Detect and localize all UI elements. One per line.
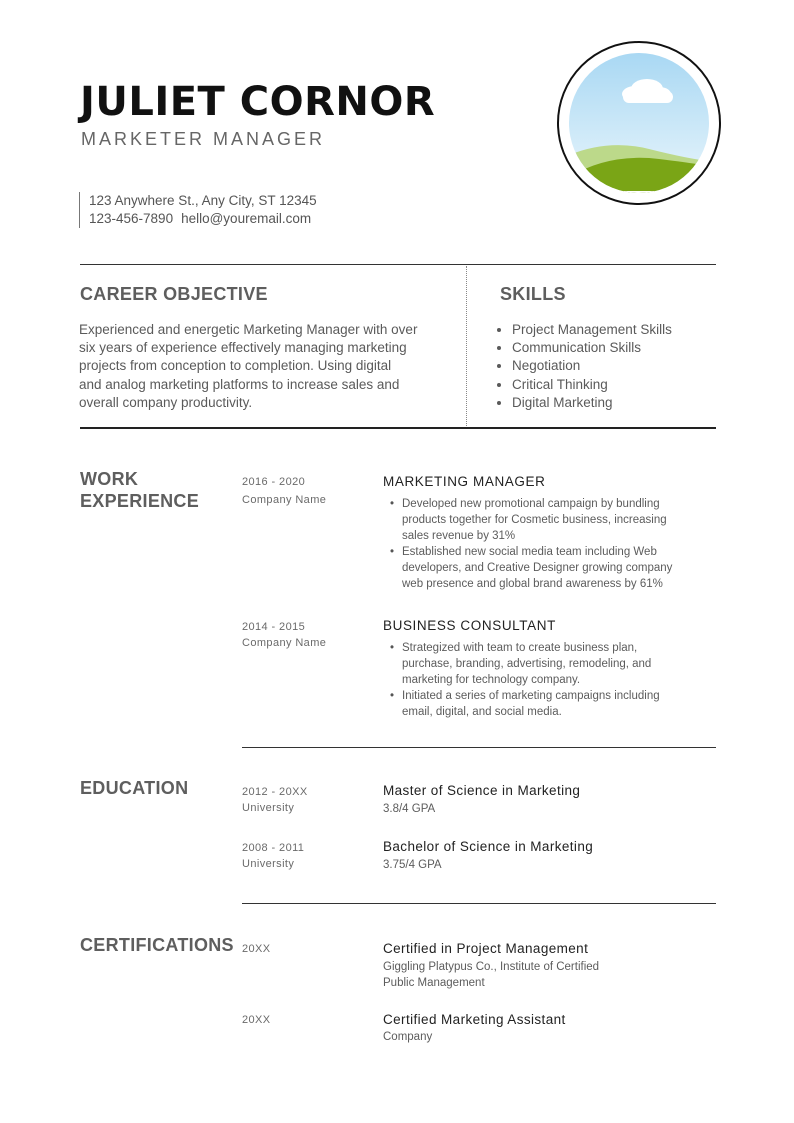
job-bullets	[383, 496, 693, 592]
column-divider	[466, 266, 467, 428]
job-bullet	[393, 544, 693, 592]
job-bullet	[393, 496, 693, 544]
skill-item: • Critical Thinking	[512, 376, 672, 394]
education-gpa: 3.8/4 GPA	[383, 803, 436, 815]
skills-list	[496, 321, 672, 412]
certification-year: 20XX	[242, 1014, 271, 1026]
objective-line: projects from conception to completion. Using digital	[79, 358, 392, 374]
contact-block	[79, 192, 317, 228]
job-title: MARKETING MANAGER	[383, 474, 546, 489]
education-dates: 2012 - 20XX	[242, 786, 308, 798]
address: 123 Anywhere St., Any City, ST 12345	[89, 193, 317, 208]
bullet-line: marketing for technology company.	[402, 674, 581, 686]
candidate-role: MARKETER MANAGER	[81, 129, 326, 149]
certification-name: Certified in Project Management	[383, 941, 589, 956]
certifications-heading: CERTIFICATIONS	[80, 935, 234, 955]
job-bullet	[393, 640, 693, 688]
skill-item: • Digital Marketing	[512, 394, 672, 412]
job-dates: 2014 - 2015	[242, 621, 306, 633]
bullet-line: products together for Cosmetic business, increasing	[402, 514, 667, 526]
job-company: Company Name	[242, 637, 327, 649]
job-bullet	[393, 688, 693, 720]
bullet-line: • Established new social media team including Web	[402, 546, 657, 558]
bullet-line: • Developed new promotional campaign by bundling	[402, 498, 660, 510]
bullet-line: • Strategized with team to create business plan,	[402, 642, 638, 654]
objective-line: Experienced and energetic Marketing Manager with over	[79, 322, 418, 337]
work-heading-line: WORK	[80, 469, 139, 489]
skill-item: • Communication Skills	[512, 339, 672, 357]
bullet-line: developers, and Creative Designer growing company	[402, 562, 673, 574]
divider-education	[242, 903, 716, 904]
certification-name: Certified Marketing Assistant	[383, 1012, 566, 1027]
certification-year: 20XX	[242, 943, 271, 955]
skills-heading: SKILLS	[500, 284, 566, 304]
work-experience-heading	[80, 468, 199, 512]
education-heading: EDUCATION	[80, 778, 189, 798]
career-objective-heading: CAREER OBJECTIVE	[80, 284, 268, 304]
profile-photo	[557, 41, 721, 205]
education-school: University	[242, 858, 295, 870]
divider-work	[242, 747, 716, 748]
objective-line: overall company productivity.	[79, 394, 253, 410]
bullet-line: • Initiated a series of marketing campaigns including	[402, 690, 660, 702]
certification-issuer: Company	[383, 1031, 433, 1043]
objective-line: six years of experience effectively managing marketing	[79, 340, 407, 356]
phone-email-row	[89, 210, 317, 228]
job-company: Company Name	[242, 494, 327, 506]
job-dates: 2016 - 2020	[242, 476, 306, 488]
education-dates: 2008 - 2011	[242, 842, 305, 854]
bullet-line: purchase, branding, advertising, remodeling, and	[402, 658, 652, 670]
divider-top	[80, 264, 716, 265]
education-school: University	[242, 802, 295, 814]
candidate-name: JULIET CORNOR	[80, 79, 436, 125]
career-objective-text	[79, 321, 439, 412]
skill-item: • Negotiation	[512, 357, 672, 375]
bullet-line: email, digital, and social media.	[402, 706, 562, 718]
bullet-line: web presence and global brand awareness by 61%	[402, 578, 663, 590]
education-degree: Master of Science in Marketing	[383, 783, 581, 798]
education-gpa: 3.75/4 GPA	[383, 859, 442, 871]
phone: 123-456-7890	[89, 211, 174, 226]
job-bullets	[383, 640, 693, 720]
bullet-line: sales revenue by 31%	[402, 530, 516, 542]
education-degree: Bachelor of Science in Marketing	[383, 839, 594, 854]
skill-item: • Project Management Skills	[512, 321, 672, 339]
certification-issuer	[383, 959, 599, 991]
objective-line: and analog marketing platforms to increase sales and	[79, 376, 400, 392]
job-title: BUSINESS CONSULTANT	[383, 618, 556, 633]
issuer-line: Giggling Platypus Co., Institute of Certified	[383, 961, 600, 973]
issuer-line: Public Management	[383, 977, 485, 989]
landscape-image-icon	[569, 53, 709, 193]
divider-mid	[80, 427, 716, 429]
email: hello@youremail.com	[181, 211, 312, 226]
work-heading-line: EXPERIENCE	[80, 491, 200, 511]
